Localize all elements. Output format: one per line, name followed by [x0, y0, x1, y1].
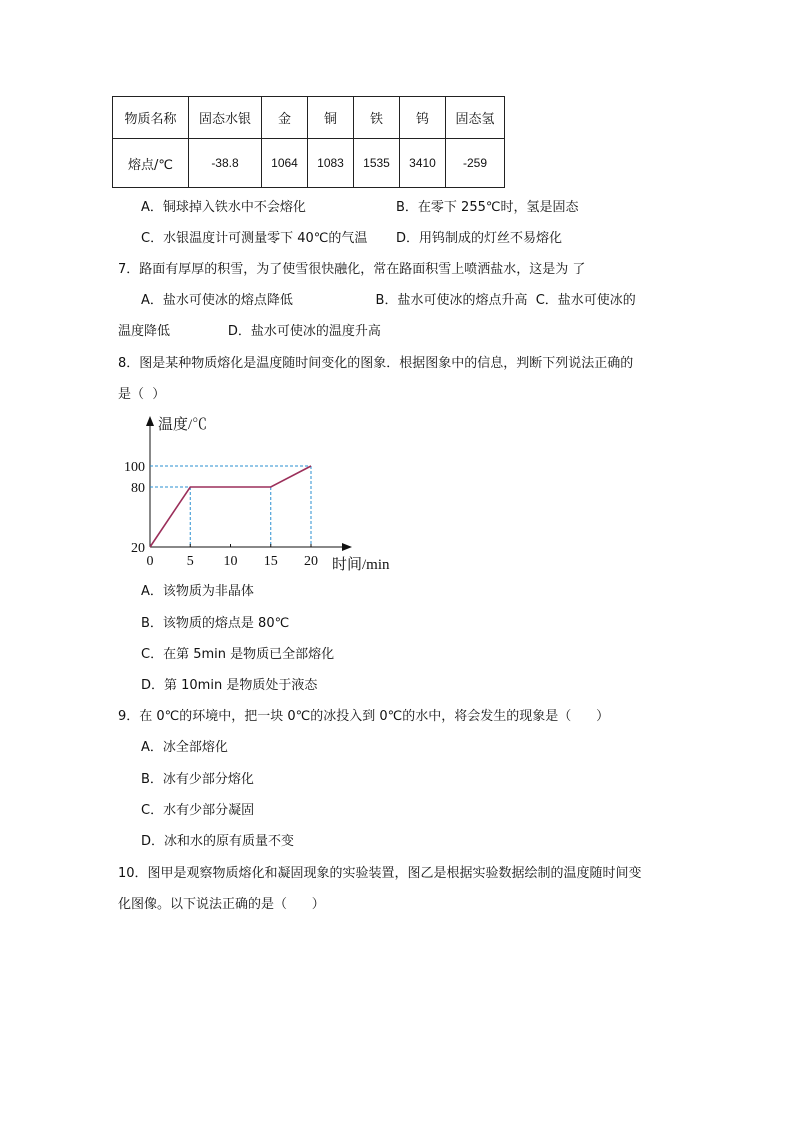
table-cell: -259	[446, 139, 505, 188]
temperature-time-chart	[110, 408, 410, 576]
q8-option-c: C．在第 5min 是物质已全部熔化	[141, 647, 335, 662]
x-tick-label: 15	[263, 554, 278, 569]
table-cell: 1535	[354, 139, 400, 188]
data-series-line	[150, 466, 311, 547]
q7-options-line1: A．盐水可使冰的熔点降低 B．盐水可使冰的熔点升高 C．盐水可使冰的	[141, 293, 636, 308]
q8-option-d: D．第 10min 是物质处于液态	[141, 678, 318, 693]
q8-option-a: A．该物质为非晶体	[141, 584, 254, 599]
x-tick-label: 10	[223, 554, 238, 569]
x-tick-label: 5	[186, 554, 194, 569]
table-header-cell: 铜	[308, 97, 354, 139]
table-header-cell: 钨	[400, 97, 446, 139]
q7-stem: 7．路面有厚厚的积雪，为了使雪很快融化，常在路面积雪上喷洒盐水，这是为 了	[118, 262, 586, 277]
q8-stem-line2: 是（ ）	[118, 387, 166, 402]
melting-point-table	[112, 96, 505, 188]
y-axis-arrow	[146, 416, 154, 426]
q8-stem-line1: 8．图是某种物质熔化是温度随时间变化的图象．根据图象中的信息，判断下列说法正确的	[118, 356, 634, 371]
table-header-cell: 物质名称	[113, 97, 189, 139]
q7-options-line2: 温度降低 D．盐水可使冰的温度升高	[118, 324, 381, 339]
x-axis-arrow	[342, 543, 352, 551]
table-cell: 1083	[308, 139, 354, 188]
x-axis-label: 时间/min	[332, 557, 390, 573]
table-cell: -38.8	[189, 139, 262, 188]
x-tick-label: 0	[146, 554, 154, 569]
q9-stem: 9．在 0℃的环境中，把一块 0℃的冰投入到 0℃的水中，将会发生的现象是（ ）	[118, 709, 610, 724]
q6-option-c: C．水银温度计可测量零下 40℃的气温	[141, 231, 368, 246]
table-header-cell: 固态氢	[446, 97, 505, 139]
y-tick-label: 80	[131, 481, 145, 496]
y-tick-label: 20	[131, 541, 145, 556]
q6-option-d: D．用钨制成的灯丝不易熔化	[396, 231, 563, 246]
table-row-label: 熔点/℃	[113, 139, 189, 188]
table-header-cell: 固态水银	[189, 97, 262, 139]
table-header-cell: 金	[262, 97, 308, 139]
q9-option-c: C．水有少部分凝固	[141, 803, 255, 818]
q6-option-b: B．在零下 255℃时，氢是固态	[396, 200, 579, 215]
table-cell: 3410	[400, 139, 446, 188]
q6-option-a: A．铜球掉入铁水中不会熔化	[141, 200, 306, 215]
y-tick-label: 100	[124, 460, 145, 475]
x-tick-label: 20	[304, 554, 318, 569]
q10-stem-line1: 10．图甲是观察物质熔化和凝固现象的实验装置，图乙是根据实验数据绘制的温度随时间变	[118, 866, 642, 881]
y-axis-label: 温度/℃	[158, 417, 208, 433]
table-cell: 1064	[262, 139, 308, 188]
q8-option-b: B．该物质的熔点是 80℃	[141, 616, 290, 631]
table-row	[113, 139, 505, 188]
table-header-cell: 铁	[354, 97, 400, 139]
q10-stem-line2: 化图像。以下说法正确的是（ ）	[118, 897, 325, 912]
table-header-row	[113, 97, 505, 139]
q9-option-b: B．冰有少部分熔化	[141, 772, 254, 787]
q9-option-d: D．冰和水的原有质量不变	[141, 834, 295, 849]
q9-option-a: A．冰全部熔化	[141, 740, 228, 755]
